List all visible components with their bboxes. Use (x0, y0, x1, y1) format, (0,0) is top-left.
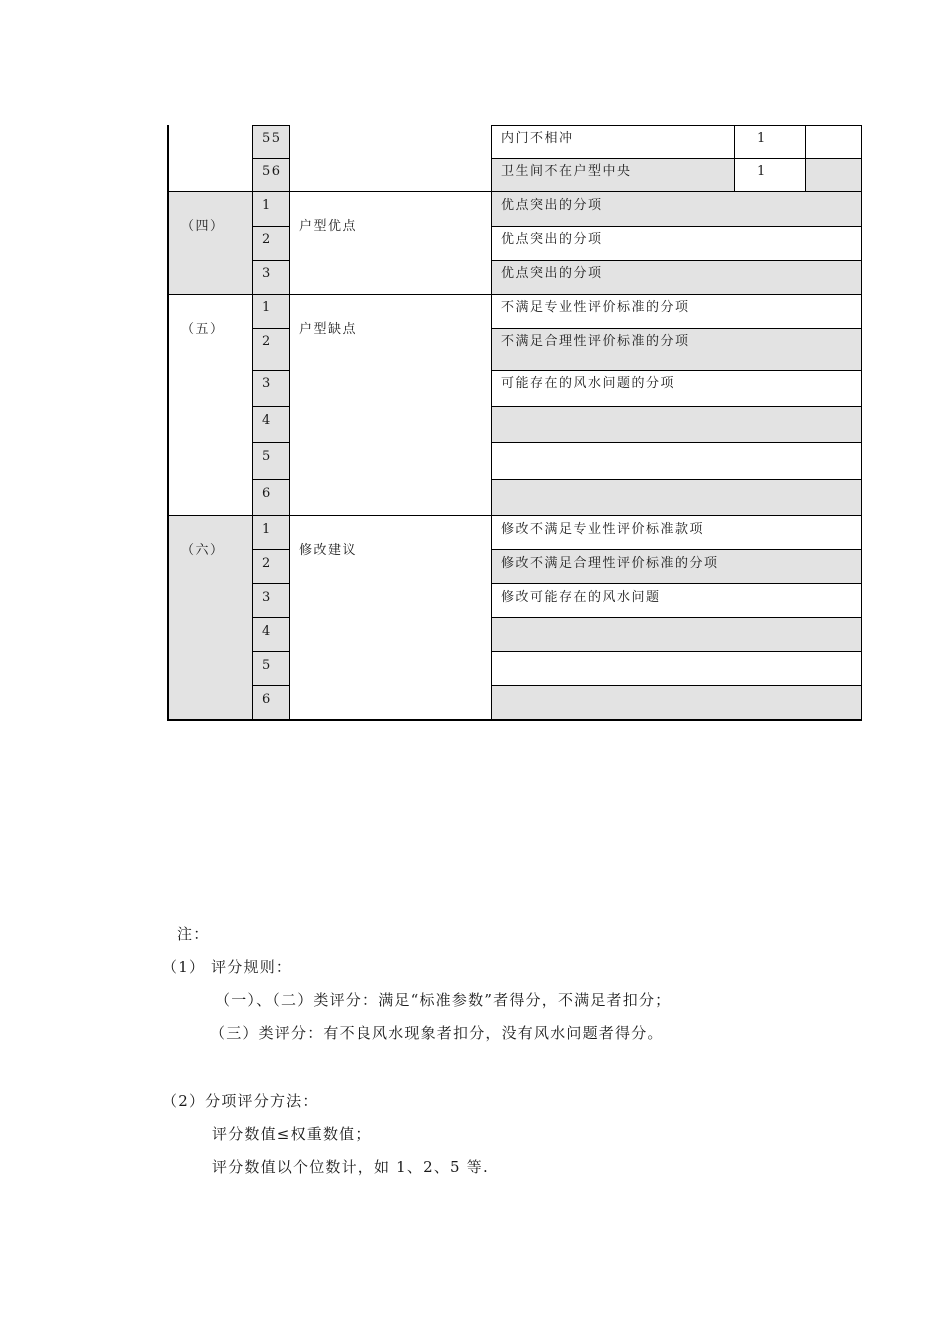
rule1-line1: （一）、（二）类评分：满足“标准参数”者得分，不满足者扣分； (215, 991, 672, 1009)
row-content (492, 687, 501, 691)
rule1-title: （1） 评分规则： (162, 958, 293, 976)
grid-line (252, 479, 290, 480)
shade (492, 685, 861, 719)
rule2-line2: 评分数值以个位数计，如 1、2、5 等. (212, 1158, 489, 1176)
section-title: 修改建议 (299, 543, 358, 558)
rule1-line2: （三）类评分：有不良风水现象者扣分，没有风水问题者得分。 (210, 1024, 664, 1042)
row-number: 56 (262, 164, 282, 179)
row-number: 4 (262, 413, 272, 428)
grid-line (252, 617, 290, 618)
rule2-line1: 评分数值≤权重数值； (212, 1125, 372, 1143)
row-content (492, 408, 501, 412)
grid-line (491, 442, 862, 443)
row-number: 1 (262, 522, 272, 537)
grid-line (167, 515, 862, 516)
row-content: 不满足合理性评价标准的分项 (501, 334, 690, 349)
grid-line (861, 125, 862, 720)
row-content: 优点突出的分项 (501, 232, 603, 247)
row-number: 1 (262, 198, 272, 213)
shade (492, 406, 861, 442)
grid-line (491, 549, 862, 550)
row-weight: 1 (757, 164, 767, 179)
row-weight: 1 (757, 131, 767, 146)
row-number: 1 (262, 300, 272, 315)
grid-line (252, 549, 290, 550)
row-content: 可能存在的风水问题的分项 (501, 376, 676, 391)
row-number: 5 (262, 658, 272, 673)
section-label: （五） (181, 322, 225, 337)
row-number: 3 (262, 590, 272, 605)
row-number: 55 (262, 131, 282, 146)
row-number: 6 (262, 692, 272, 707)
row-number: 2 (262, 334, 272, 349)
grid-line (252, 583, 290, 584)
notes-heading: 注： (177, 925, 210, 943)
row-content: 内门不相冲 (501, 131, 574, 146)
shade (168, 192, 253, 294)
row-number: 6 (262, 486, 272, 501)
grid-line (167, 125, 169, 720)
row-number: 5 (262, 449, 272, 464)
section-label: （四） (181, 219, 225, 234)
row-number: 4 (262, 624, 272, 639)
grid-line (491, 479, 862, 480)
grid-line (252, 651, 290, 652)
grid-line (167, 191, 862, 192)
row-content: 优点突出的分项 (501, 198, 603, 213)
shade (492, 617, 861, 651)
row-content: 卫生间不在户型中央 (501, 164, 632, 179)
grid-line (252, 685, 290, 686)
section-label: （六） (181, 543, 225, 558)
row-content: 不满足专业性评价标准的分项 (501, 300, 690, 315)
row-number: 3 (262, 376, 272, 391)
grid-line (491, 685, 862, 686)
row-content: 优点突出的分项 (501, 266, 603, 281)
row-content (492, 481, 501, 485)
row-number: 2 (262, 556, 272, 571)
rule2-title: （2）分项评分方法： (162, 1092, 319, 1110)
row-content (492, 653, 501, 657)
row-content (492, 619, 501, 623)
grid-line (491, 651, 862, 652)
row-content: 修改可能存在的风水问题 (501, 590, 661, 605)
grid-line (491, 406, 862, 407)
shade (492, 479, 861, 516)
row-content: 修改不满足合理性评价标准的分项 (501, 556, 719, 571)
grid-line (252, 442, 290, 443)
row-content: 修改不满足专业性评价标准款项 (501, 522, 705, 537)
section-title: 户型优点 (299, 219, 358, 234)
row-number: 2 (262, 232, 272, 247)
grid-line (491, 583, 862, 584)
grid-line (491, 617, 862, 618)
row-content (492, 444, 501, 448)
grid-line (252, 406, 290, 407)
grid-line (167, 719, 862, 721)
row-number: 3 (262, 266, 272, 281)
shade (805, 158, 861, 191)
section-title: 户型缺点 (299, 322, 358, 337)
